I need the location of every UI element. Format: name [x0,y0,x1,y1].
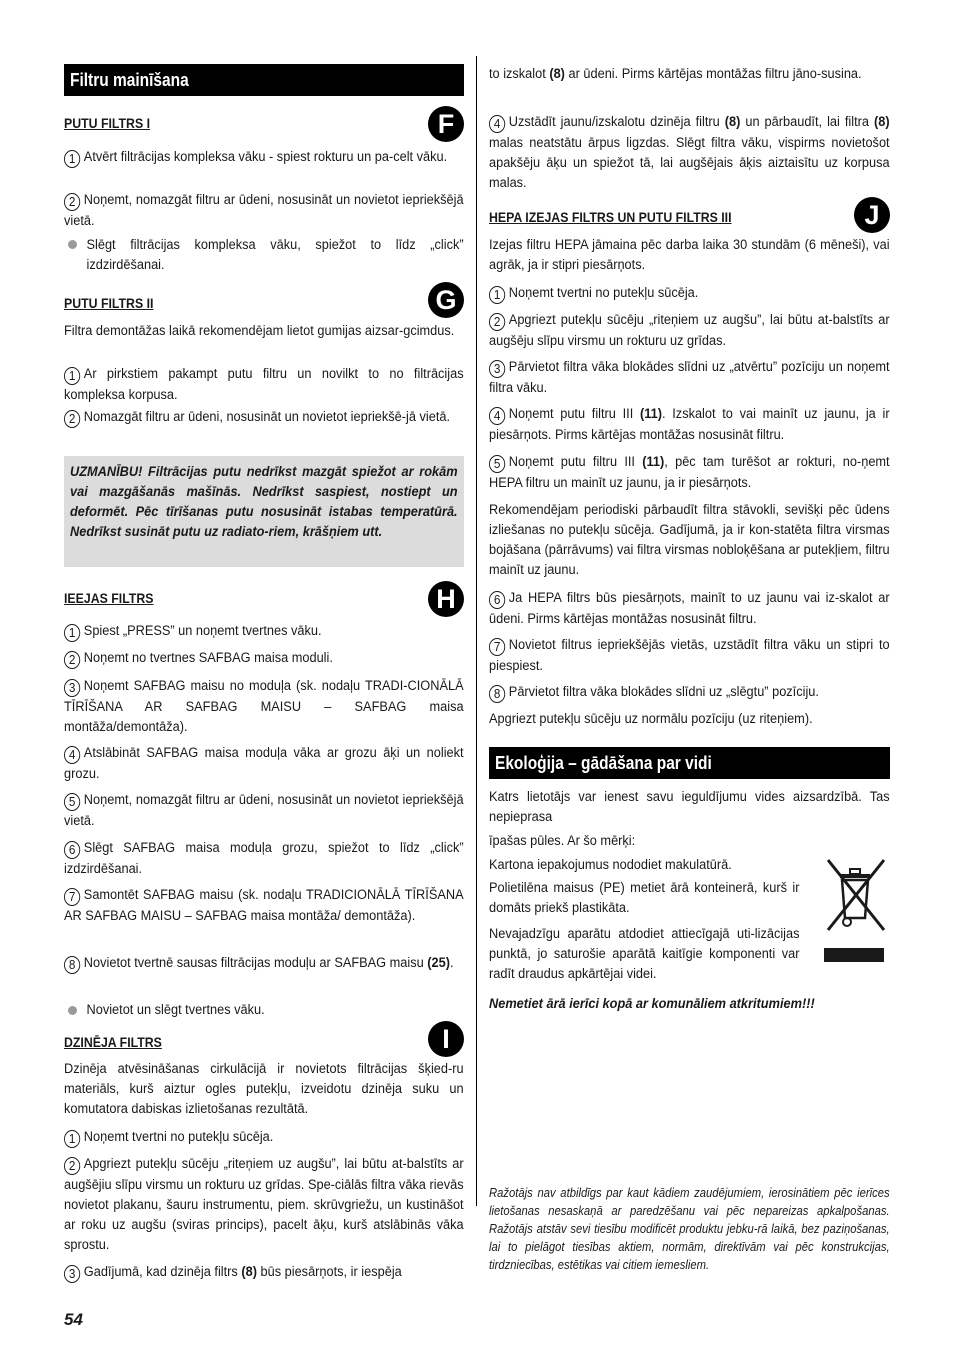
ieejas-step-8: 8 Novietot tvertnē sausas filtrācijas moduļu ar SAFBAG maisu (25). [64,953,464,974]
putu1-step-1: 1 Atvērt filtrācijas kompleksa vāku - spiest rokturu un pa-celt vāku. [64,147,464,168]
step-4-icon: 4 [489,115,505,133]
eco-warning: Nemetiet ārā ierīci kopā ar komunāliem atkritumiem!!! [489,996,815,1012]
ieejas-step-3: 3 Noņemt SAFBAG maisu no moduļa (sk. nodaļu TRADI-CIONĀLĀ TĪRĪŠANA AR SAFBAG MAISU – SAFBAG maisa montāža/demontāža). [64,678,464,735]
step-7-icon: 7 [64,888,80,906]
eco-p4: Polietilēna maisus (PE) metiet ārā konteinerā, kurš ir domāts priekš plastikāta. [489,880,800,916]
step-1-icon: 1 [489,286,505,304]
putu1-bullet-1: Slēgt filtrācijas kompleksa vāku, spiežot to līdz „click” izdzirdēšanai. [86,237,464,273]
ieejas-step-7: 7 Samontēt SAFBAG maisu (sk. nodaļu TRADICIONĀLĀ TĪRĪŠANA AR SAFBAG MAISU – SAFBAG maisa montāža/ demontāža). [64,887,464,924]
step-4-icon: 4 [489,407,505,425]
step-4-icon: 4 [64,746,80,764]
column-divider [476,56,477,1206]
disclaimer: Ražotājs nav atbildīgs par kaut kādiem zaudējumiem, ierosinātiem pēc ierīces lietošanas nesaskaņā ar paredzēšanu vai pēc nepareizas apkalpošanas. Ražotājs atstāv sevi tiesību modificēt produktu jebku-rā laikā, bez paziņošanas, lai to pielāgot tiesības aktiem, normām, direktīvām vai pēc konstrukcijas, tirdzniecības, estētikas vai citiem iemesliem. [489,1186,890,1272]
dzineja-step-1: 1 Noņemt tvertni no putekļu sūcēja. [64,1127,464,1148]
putu1-step-2: 2 Noņemt, nomazgāt filtru ar ūdeni, nosusināt un novietot iepriekšējā vietā. [64,192,464,229]
hepa-step-1: 1 Noņemt tvertni no putekļu sūcēja. [489,283,890,304]
step-3-icon: 3 [64,1265,80,1283]
dzineja-step-3: 3 Gadījumā, kad dzinēja filtrs (8) būs piesārņots, ir iespēja [64,1262,464,1283]
putu2-step-1: 1 Ar pirkstiem pakampt putu filtru un novilkt to no filtrācijas kompleksa korpusa. [64,366,464,403]
hepa-step-2: 2 Apgriezt putekļu sūcēju „riteņiem uz augšu”, lai būtu at-balstīts ar augšēju slīpu virsmu un rokturu uz grīdas. [489,312,890,349]
step-3-icon: 3 [489,360,505,378]
eco-p3: Kartona iepakojumus nododiet makulatūrā. [489,857,732,873]
step-1-icon: 1 [64,150,80,168]
step-6-icon: 6 [489,591,505,609]
warning-text: UZMANĪBU! Filtrācijas putu nedrīkst mazgāt spiežot ar rokām vai mazgāšanās mašīnās. Nedrīkst saspiest, nostiept un deformēt. Pēc tīrīšanas putu nosusināt istabas temperatūrā. Nedrīkst susināt putu uz radiato-riem, krāšņiem utt. [70,464,458,540]
hepa-step-6: 6 Ja HEPA filtrs būs piesārņots, mainīt to uz jaunu vai iz-skalot ar ūdeni. Pirms kārtējas montāžas nosusināt filtru. [489,590,890,627]
ieejas-filtrs-title: IEEJAS FILTRS [64,590,154,606]
hepa-final: Apgriezt putekļu sūcēju uz normālu pozīciju (uz riteņiem). [489,711,813,727]
step-5-icon: 5 [64,793,80,811]
figure-j-badge: J [854,197,890,233]
step-2-icon: 2 [64,651,80,669]
warning-box [64,456,464,567]
ieejas-step-6: 6 Slēgt SAFBAG maisa moduļa grozu, spiežot to līdz „click” izdzirdēšanai. [64,840,464,877]
step-1-icon: 1 [64,367,80,385]
step-5-icon: 5 [489,455,505,473]
ieejas-step-4: 4 Atslābināt SAFBAG maisa moduļa vāka ar grozu āķi un noliekt grozu. [64,745,464,782]
section-heading-filtru-mainisana: Filtru mainīšana [64,64,464,96]
step-3-icon: 3 [64,679,80,697]
ieejas-step-5: 5 Noņemt, nomazgāt filtru ar ūdeni, nosusināt un novietot iepriekšējā vietā. [64,792,464,829]
step-2-icon: 2 [489,313,505,331]
step-2-icon: 2 [64,1157,80,1175]
eco-p2: īpašas pūles. Ar šo mērķi: [489,833,636,849]
putu2-intro: Filtra demontāžas laikā rekomendējam lietot gumijas aizsar-gcimdus. [64,323,455,339]
hepa-step-5: 5 Noņemt putu filtru III (11), pēc tam turēšot ar rokturi, no-ņemt HEPA filtru un mainīt uz jaunu, ja ir piesārņots. [489,454,890,491]
step-6-icon: 6 [64,841,80,859]
ieejas-step-1: 1 Spiest „PRESS” un noņemt tvertnes vāku. [64,621,464,642]
figure-i-badge: I [428,1021,464,1057]
eco-p5: Nevajadzīgu aparātu atdodiet attiecīgajā uti-lizācijas punktā, jo saturošie aparātā kaitīgie komponenti var radīt draudus apkārtējai videi. [489,926,800,982]
step-8-icon: 8 [64,956,80,974]
putu-filtrs-1-title: PUTU FILTRS I [64,115,151,131]
hepa-intro: Izejas filtru HEPA jāmaina pēc darba laika 30 stundām (6 mēneši), vai agrāk, ja ir stipri piesārņots. [489,237,890,273]
step-2-icon: 2 [64,193,80,211]
eco-p1: Katrs lietotājs var ienest savu ieguldījumu vides aizsardzībā. Tas nepieprasa [489,789,890,825]
ieejas-step-2: 2 Noņemt no tvertnes SAFBAG maisa moduli. [64,648,464,669]
step-1-icon: 1 [64,1130,80,1148]
figure-f-badge: F [428,106,464,142]
dzineja-filtrs-title: DZINĒJA FILTRS [64,1034,162,1050]
step-1-icon: 1 [64,624,80,642]
putu-filtrs-2-title: PUTU FILTRS II [64,295,154,311]
dzineja-intro: Dzinēja atvēsināšanas cirkulācijā ir novietots filtrācijas šķied-ru materiāls, kurš aiztur ogles putekļu, izveidotu dzinēja suku un komutatora dabiskas izlietošanas rezultātā. [64,1061,464,1117]
hepa-step-7: 7 Novietot filtrus iepriekšējās vietās, uzstādīt filtra vāku un stipri to piespiest. [489,637,890,674]
putu2-step-2: 2 Nomazgāt filtru ar ūdeni, nosusināt un novietot iepriekšē-jā vietā. [64,407,464,428]
step-2-icon: 2 [64,410,80,428]
page-number: 54 [64,1310,83,1329]
figure-h-badge: H [428,581,464,617]
crossed-out-wheelie-bin-icon [820,856,890,966]
dzineja-step-3-continued: to izskalot (8) ar ūdeni. Pirms kārtējas montāžas filtru jāno-susina. [489,66,862,82]
hepa-step-3: 3 Pārvietot filtra vāka blokādes slīdni uz „atvērtu” pozīciju un noņemt filtra vāku. [489,359,890,396]
hepa-step-4: 4 Noņemt putu filtru III (11). Izskalot to vai mainīt uz jaunu, ja ir piesārņots. Pirms kārtējas montāžas nosusināt filtru. [489,406,890,443]
ieejas-bullet-1: Novietot un slēgt tvertnes vāku. [86,1002,265,1018]
section-heading-ekologija: Ekoloģija – gādāšana par vidi [489,747,890,779]
figure-g-badge: G [428,282,464,318]
step-7-icon: 7 [489,638,505,656]
dzineja-step-4: 4 Uzstādīt jaunu/izskalotu dzinēja filtru (8) un pārbaudīt, lai filtra (8) malas neatstātu ārpus ligzdas. Slēgt filtra vāku, vispirms novietošot apakšēju āķu un spiežot tā, lai augšējais āķis aiztaisītu uz korpusa malas. [489,114,890,191]
hepa-title: HEPA IZEJAS FILTRS UN PUTU FILTRS III [489,209,732,225]
dzineja-step-2: 2 Apgriezt putekļu sūcēju „riteņiem uz augšu”, lai būtu at-balstīts ar augšējiu slīpu virsmu un rokturu uz grīdas. Spe-ciālās filtra vāka rievās novietot plakanu, šauru instrumentu, piem. skrūvgriežu, un kustināšot ar roku uz augšu (sviras princips), pacelt āķu, kurš atslābinās vāka sprostu. [64,1156,464,1253]
step-8-icon: 8 [489,685,505,703]
hepa-step-8: 8 Pārvietot filtra vāka blokādes slīdni uz „slēgtu” pozīciju. [489,682,890,703]
hepa-recommendation: Rekomendējam periodiski pārbaudīt filtra stāvokli, sevišķi pēc ūdens izliešanas no putekļu sūcēja. Gadījumā, ja ir kon-statēta filtra virsmas bojāšana (pārrāvums) vai filtra virsmas nobloķēšana ar putekļiem, filtru mainīt uz jaunu. [489,502,890,578]
